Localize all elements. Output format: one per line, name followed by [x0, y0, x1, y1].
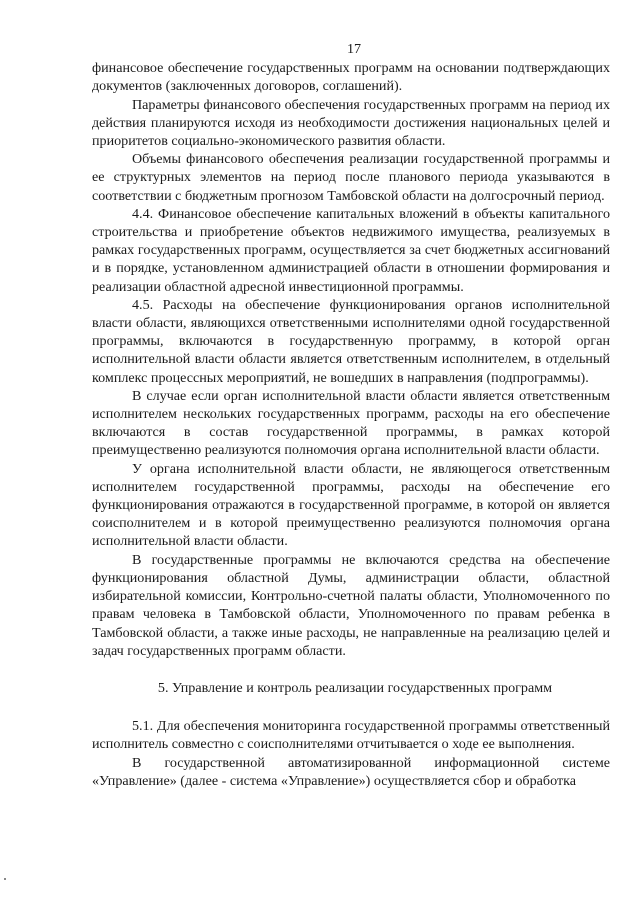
section-title: 5. Управление и контроль реализации государственных программ — [157, 679, 553, 696]
paragraph: Параметры финансового обеспечения государственных программ на период их действия планируются исходя из необходимости достижения национальных целей и приоритетов социально-экономического развития области. — [92, 96, 610, 150]
paragraph: 4.5. Расходы на обеспечение функционирования органов исполнительной власти области, являющихся ответственными исполнителями одной государственной программы, включаются в государственную программу, в которой орган исполнительной власти области является ответственным исполнителем, в отдельный комплекс процессных мероприятий, не вошедших в направления (подпрограммы). — [92, 296, 610, 386]
paragraph: В государственные программы не включаются средства на обеспечение функционирования областной Думы, администрации области, областной избирательной комиссии, Контрольно-счетной палаты области, Уполномоченного по правам человека в Тамбовской области, Уполномоченного по правам ребенка в Тамбовской области, а также иные расходы, не направленные на реализацию целей и задач государственных программ области. — [92, 551, 610, 659]
document-page — [92, 40, 610, 790]
paragraph: Объемы финансового обеспечения реализации государственной программы и ее структурных элементов на период после планового периода указываются в соответствии с бюджетным прогнозом Тамбовской области на долгосрочный период. — [92, 151, 610, 204]
paragraph: 4.4. Финансовое обеспечение капитальных вложений в объекты капитального строительства и приобретение объектов недвижимого имущества, реализуемых в рамках государственных программ, осуществляется за счет бюджетных ассигнований и в порядке, установленном администрацией области в отношении формирования и реализации областной адресной инвестиционной программы. — [92, 205, 610, 295]
page-number: 17 — [346, 41, 362, 57]
scan-speck — [4, 878, 6, 880]
paragraph: В государственной автоматизированной информационной системе «Управление» (далее - система «Управление») осуществляется сбор и обработка — [92, 754, 610, 789]
paragraph: У органа исполнительной власти области, не являющегося ответственным исполнителем государственной программы, расходы на обеспечение его функционирования отражаются в государственной программе, в которой он является соисполнителем и в которой преимущественно реализуются полномочия органа исполнительной власти области. — [92, 460, 610, 550]
paragraph: финансовое обеспечение государственных программ на основании подтверждающих документов (заключенных договоров, соглашений). — [92, 60, 610, 95]
paragraph: В случае если орган исполнительной власти области является ответственным исполнителем нескольких государственных программ, расходы на его обеспечение включаются в состав государственной программы, в рамках которой преимущественно реализуются полномочия органа исполнительной власти области. — [92, 387, 610, 459]
paragraph: 5.1. Для обеспечения мониторинга государственной программы ответственный исполнитель совместно с соисполнителями отчитывается о ходе ее выполнения. — [92, 718, 610, 753]
